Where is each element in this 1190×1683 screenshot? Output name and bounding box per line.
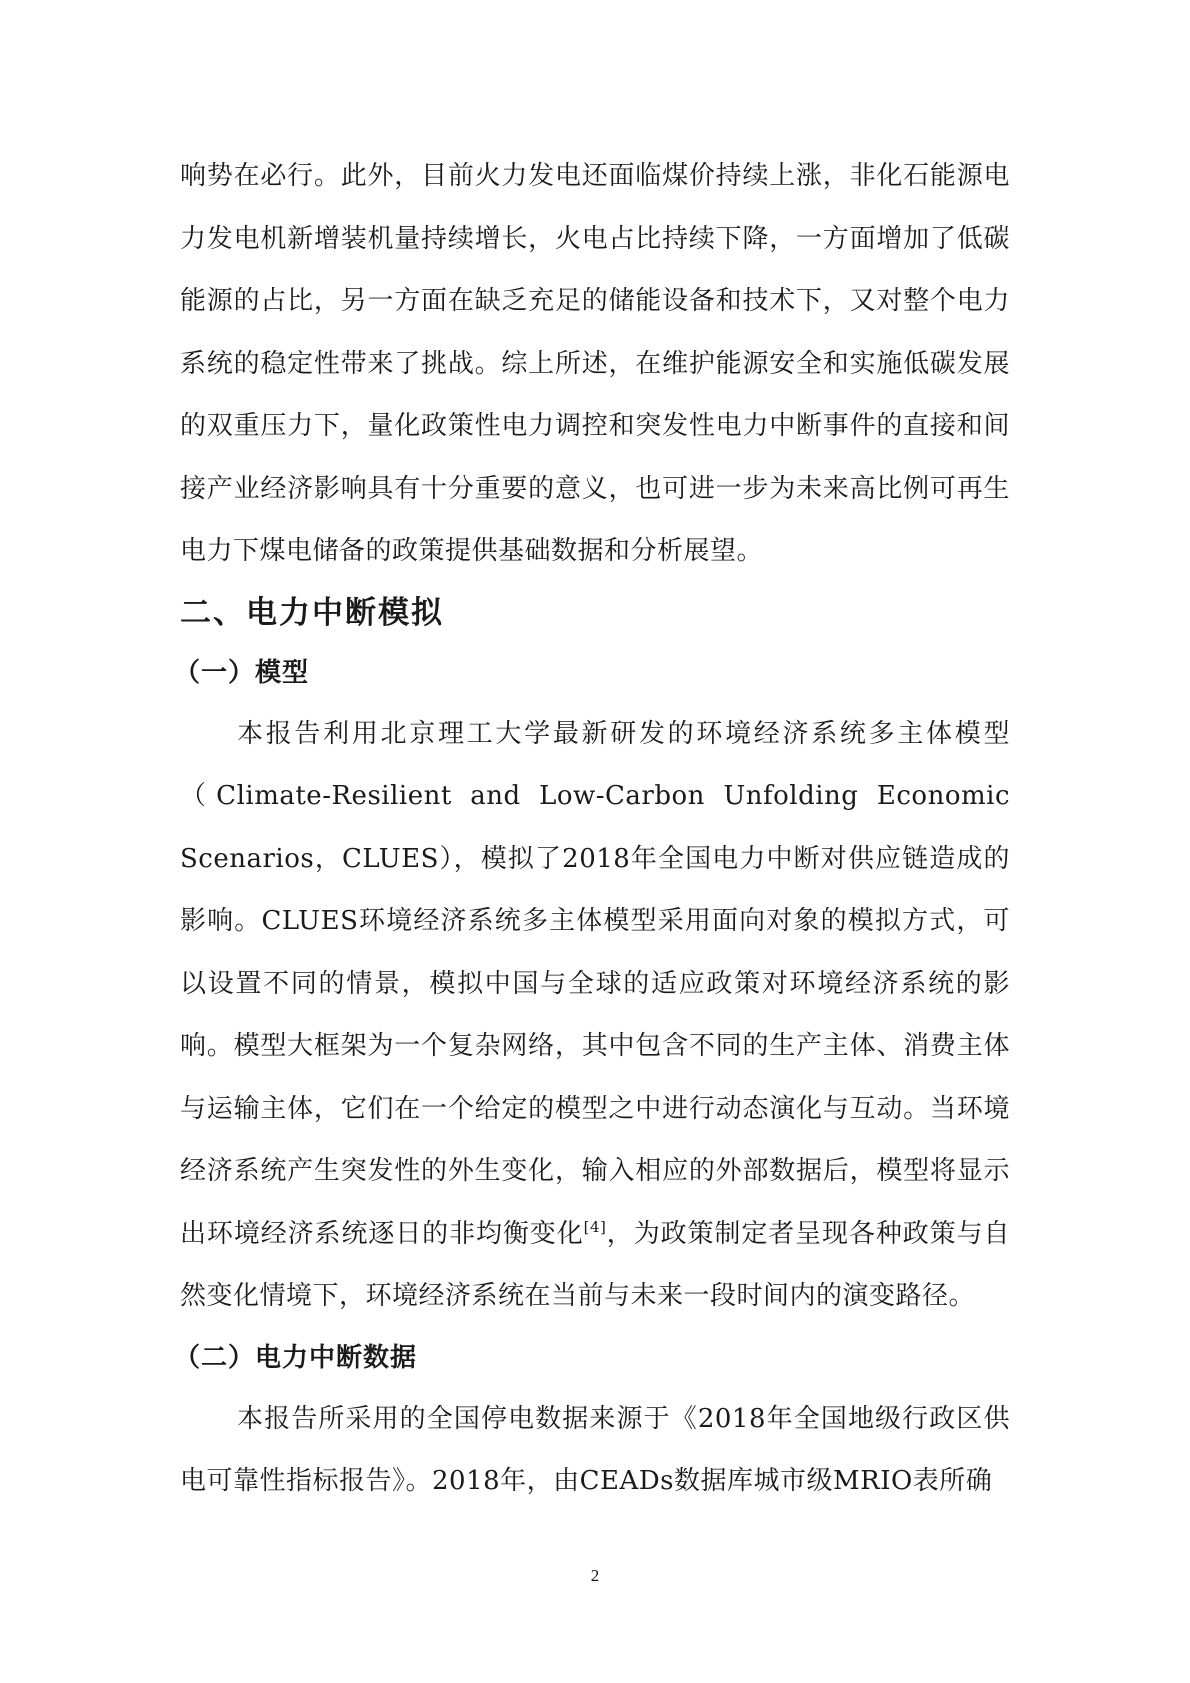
subsection-heading-model — [174, 643, 1010, 703]
page-number: 2 — [590, 1566, 600, 1585]
paragraph-outage-data: 本报告所采用的全国停电数据来源于《2018年全国地级行政区供电可靠性指标报告》。2018年，由CEADs数据库城市级MRIO表所确 — [180, 1403, 1010, 1496]
subsection-heading-model-label: （一）模型 — [174, 657, 310, 688]
paragraph-intro-continuation: 响势在必行。此外，目前火力发电还面临煤价持续上涨，非化石能源电力发电机新增装机量持续增长，火电占比持续下降，一方面增加了低碳能源的占比，另一方面在缺乏充足的储能设备和技术下，又对整个电力系统的稳定性带来了挑战。综上所述，在维护能源安全和实施低碳发展的双重压力下，量化政策性电力调控和突发性电力中断事件的直接和间接产业经济影响具有十分重要的意义，也可进一步为未来高比例可再生电力下煤电储备的政策提供基础数据和分析展望。 — [180, 161, 1010, 566]
paragraph-model-description — [180, 703, 1010, 1328]
section-heading-power-outage-simulation: 二、电力中断模拟 — [180, 594, 444, 631]
paragraph-model-text-end: ，为政策制定者呈现各种政策与自然变化情境下，环境经济系统在当前与未来一段时间内的演变路径。 — [180, 1218, 1010, 1311]
citation-reference[interactable]: [4] — [583, 1217, 607, 1236]
subsection-heading-outage-data — [174, 1328, 1010, 1388]
subsection-heading-outage-data-label: （二）电力中断数据 — [174, 1342, 418, 1373]
page-body — [174, 145, 1010, 1513]
paragraph-model-text: 本报告利用北京理工大学最新研发的环境经济系统多主体模型（Climate-Resilient and Low-Carbon Unfolding Economic Scenarios，CLUES），模拟了2018年全国电力中断对供应链造成的影响。CLUES环境经济系统多主体模型采用面向对象的模拟方式，可以设置不同的情景，模拟中国与全球的适应政策对环境经济系统的影响。模型大框架为一个复杂网络，其中包含不同的生产主体、消费主体与运输主体，它们在一个给定的模型之中进行动态演化与互动。当环境经济系统产生突发性的外生变化，输入相应的外部数据后，模型将显示出环境经济系统逐日的非均衡变化 — [180, 718, 1010, 1249]
